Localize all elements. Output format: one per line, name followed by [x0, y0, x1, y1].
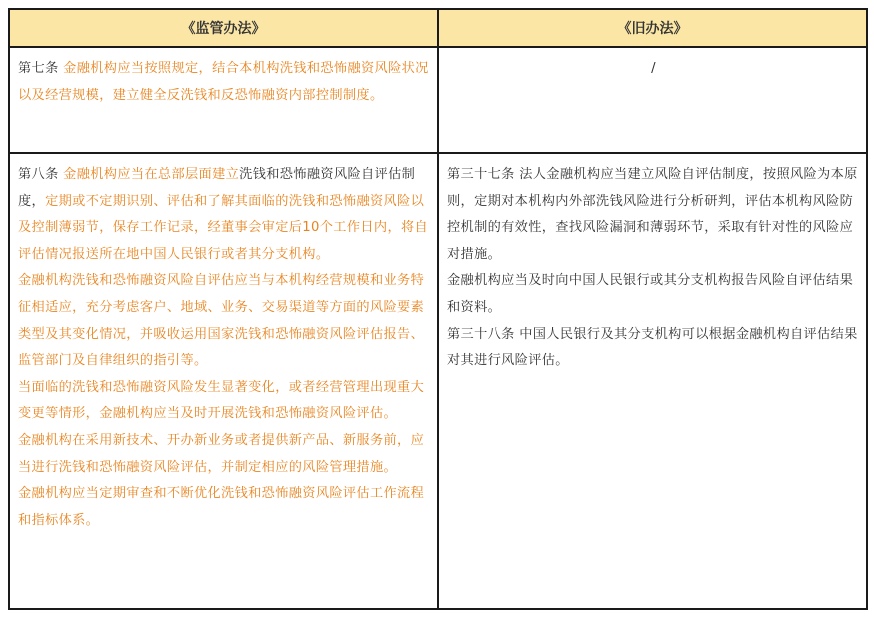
article-7-paragraph: [18, 56, 431, 109]
article-37-paragraph-1: 第三十七条 法人金融机构应当建立风险自评估制度，按照风险为本原则，定期对本机构内外部洗钱风险进行分析研判，评估本机构风险防控机制的有效性，查找风险漏洞和薄弱环节，采取有针对性的风险应对措施。: [447, 167, 858, 262]
header-new-rules: 《监管办法》: [9, 9, 438, 47]
comparison-page: [8, 8, 866, 610]
header-row: [9, 9, 867, 47]
article-8-paragraph-2: 金融机构洗钱和恐怖融资风险自评估应当与本机构经营规模和业务特征相适应，充分考虑客户、地域、业务、交易渠道等方面的风险要素类型及其变化情况，并吸收运用国家洗钱和恐怖融资风险评估报告、监管部门及自律组织的指引等。: [18, 273, 425, 369]
article-8-paragraph-5: 金融机构应当定期审查和不断优化洗钱和恐怖融资风险评估工作流程和指标体系。: [18, 486, 425, 528]
plain-text: 洗钱和恐怖融资风险自评估制度，: [18, 167, 416, 209]
cell-article-8: [9, 153, 438, 609]
table-row: [9, 153, 867, 609]
article-37-paragraph-2: 金融机构应当及时向中国人民银行或其分支机构报告风险自评估结果和资料。: [447, 273, 854, 315]
comparison-table: [8, 8, 868, 610]
article-8-paragraph-1: [18, 162, 431, 268]
cell-article-7: [9, 47, 438, 153]
highlighted-text: 金融机构应当按照规定，结合本机构洗钱和恐怖融资风险状况以及经营规模，建立健全反洗钱和反恐怖融资内部控制制度。: [18, 61, 429, 103]
header-old-rules: 《旧办法》: [438, 9, 867, 47]
table-row: [9, 47, 867, 153]
article-8-paragraph-4: 金融机构在采用新技术、开办新业务或者提供新产品、新服务前，应当进行洗钱和恐怖融资风险评估，并制定相应的风险管理措施。: [18, 432, 425, 475]
cell-empty-slash: /: [438, 47, 867, 153]
article-8-paragraph-3: 当面临的洗钱和恐怖融资风险发生显著变化，或者经营管理出现重大变更等情形，金融机构应当及时开展洗钱和恐怖融资风险评估。: [18, 379, 425, 422]
cell-articles-37-38: [438, 153, 867, 609]
highlighted-text: 定期或不定期识别、评估和了解其面临的洗钱和恐怖融资风险以及控制薄弱节，保存工作记录，经董事会审定后10个工作日内，将自评估情况报送所在地中国人民银行或者其分支机构。: [18, 193, 429, 262]
article-number: 第八条: [18, 167, 59, 182]
highlighted-text: 金融机构应当在总部层面建立: [63, 167, 240, 182]
article-38-paragraph: 第三十八条 中国人民银行及其分支机构可以根据金融机构自评估结果对其进行风险评估。: [447, 326, 858, 369]
article-number: 第七条: [18, 61, 59, 76]
